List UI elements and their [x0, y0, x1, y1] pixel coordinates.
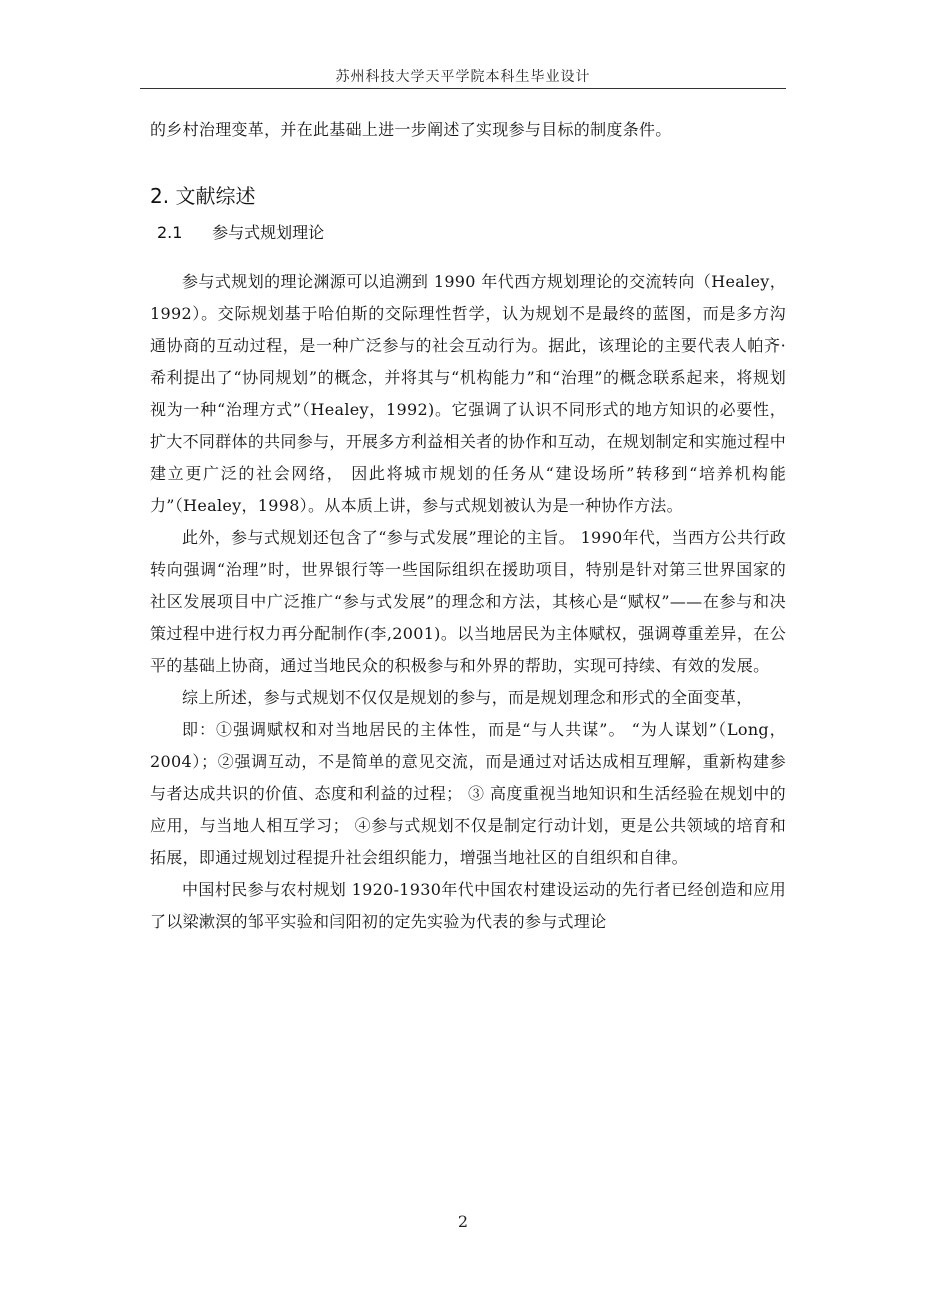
page-number: 2 [457, 1212, 469, 1231]
subsection-heading [157, 220, 324, 243]
paragraph: 此外，参与式规划还包含了“参与式发展”理论的主旨。 1990年代，当西方公共行政转向强调“治理”时，世界银行等一些国际组织在援助项目，特别是针对第三世界国家的社区发展项目中广泛推广“参与式发展”的理念和方法，其核心是“赋权”——在参与和决策过程中进行权力再分配制作(李,2001)。以当地居民为主体赋权，强调尊重差异，在公平的基础上协商，通过当地民众的积极参与和外界的帮助，实现可持续、有效的发展。 [150, 528, 786, 675]
paragraph: 参与式规划的理论渊源可以追溯到 1990 年代西方规划理论的交流转向（Healey，1992）。交际规划基于哈伯斯的交际理性哲学，认为规划不是最终的蓝图，而是多方沟通协商的互动过程，是一种广泛参与的社会互动行为。据此，该理论的主要代表人帕齐·希利提出了“协同规划”的概念，并将其与“机构能力”和“治理”的概念联系起来，将规划视为一种“治理方式”（Healey，1992)。它强调了认识不同形式的地方知识的必要性，扩大不同群体的共同参与，开展多方利益相关者的协作和互动，在规划制定和实施过程中建立更广泛的社会网络， 因此将城市规划的任务从“建设场所”转移到“培养机构能力”（Healey，1998）。从本质上讲，参与式规划被认为是一种协作方法。 [150, 272, 786, 515]
section-title: 文献综述 [175, 184, 256, 208]
section-heading [150, 180, 255, 209]
lead-paragraph: 的乡村治理变革，并在此基础上进一步阐述了实现参与目标的制度条件。 [150, 120, 672, 139]
subsection-number: 2.1 [157, 223, 183, 242]
header-rule [140, 88, 786, 89]
running-header: 苏州科技大学天平学院本科生毕业设计 [335, 69, 591, 85]
paragraph: 综上所述，参与式规划不仅仅是规划的参与，而是规划理念和形式的全面变革， [182, 688, 753, 707]
body-section [150, 266, 786, 938]
section-number: 2. [150, 184, 170, 208]
paragraph: 即：①强调赋权和对当地居民的主体性，而是“与人共谋”。 “为人谋划”（Long，2004）；②强调互动，不是简单的意见交流，而是通过对话达成相互理解，重新构建参与者达成共识的价值、态度和利益的过程； ③ 高度重视当地知识和生活经验在规划中的应用，与当地人相互学习； ④参与式规划不仅是制定行动计划，更是公共领域的培育和拓展，即通过规划过程提升社会组织能力，增强当地社区的自组织和自律。 [150, 720, 786, 867]
subsection-title: 参与式规划理论 [212, 223, 325, 242]
paragraph: 中国村民参与农村规划 1920-1930年代中国农村建设运动的先行者已经创造和应用了以梁漱溟的邹平实验和闫阳初的定先实验为代表的参与式理论 [150, 880, 786, 931]
